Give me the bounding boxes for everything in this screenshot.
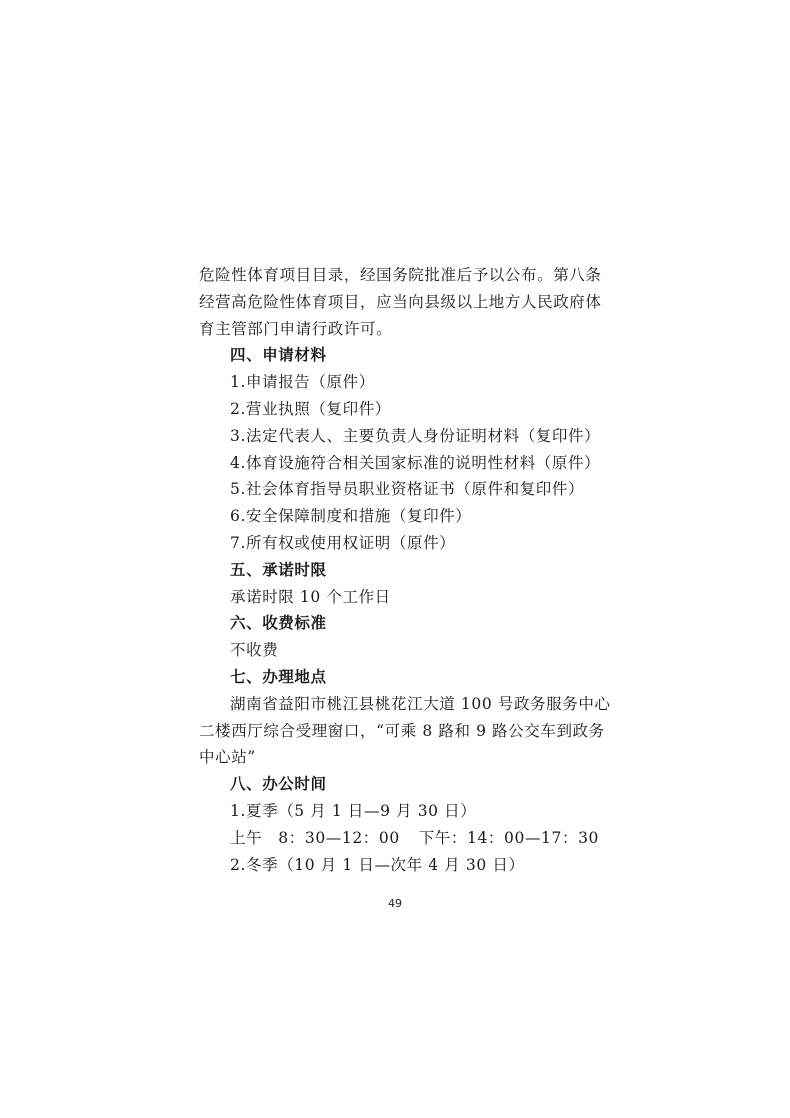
intro-line: 育主管部门申请行政许可。: [199, 319, 393, 338]
list-item: 3.法定代表人、主要负责人身份证明材料（复印件）: [230, 426, 601, 445]
afternoon-hours: 下午：14：00—17：30: [418, 828, 599, 847]
page-number: 49: [388, 897, 402, 910]
intro-line: 经营高危险性体育项目，应当向县级以上地方人民政府体: [199, 292, 602, 311]
page-content: [199, 262, 611, 878]
list-item: 7.所有权或使用权证明（原件）: [230, 533, 456, 552]
intro-line: 危险性体育项目目录，经国务院批准后予以公布。第八条: [199, 266, 602, 284]
location-line: 中心站”: [199, 748, 256, 767]
location-line: 湖南省益阳市桃江县桃花江大道 100 号政务服务中心: [230, 694, 611, 713]
list-item: 1.申请报告（原件）: [230, 373, 375, 392]
section-heading-fees: 六、收费标准: [230, 614, 327, 633]
time-limit-text: 承诺时限 10 个工作日: [230, 587, 391, 606]
winter-period: 2.冬季（10 月 1 日—次年 4 月 30 日）: [230, 855, 525, 874]
list-item: 6.安全保障制度和措施（复印件）: [230, 507, 472, 526]
section-heading-time-limit: 五、承诺时限: [230, 560, 327, 579]
summer-hours-row: [199, 825, 599, 852]
location-line: 二楼西厅综合受理窗口，“可乘 8 路和 9 路公交车到政务: [199, 721, 605, 740]
summer-period: 1.夏季（5 月 1 日—9 月 30 日）: [230, 801, 477, 820]
section-heading-location: 七、办理地点: [230, 667, 327, 686]
fee-text: 不收费: [230, 641, 279, 660]
list-item: 4.体育设施符合相关国家标准的说明性材料（原件）: [230, 453, 601, 472]
morning-hours: 上午 8：30—12：00: [230, 828, 400, 847]
section-heading-office-hours: 八、办公时间: [230, 775, 327, 794]
list-item: 5.社会体育指导员职业资格证书（原件和复印件）: [230, 480, 585, 499]
list-item: 2.营业执照（复印件）: [230, 399, 391, 418]
section-heading-materials: 四、申请材料: [230, 346, 327, 365]
